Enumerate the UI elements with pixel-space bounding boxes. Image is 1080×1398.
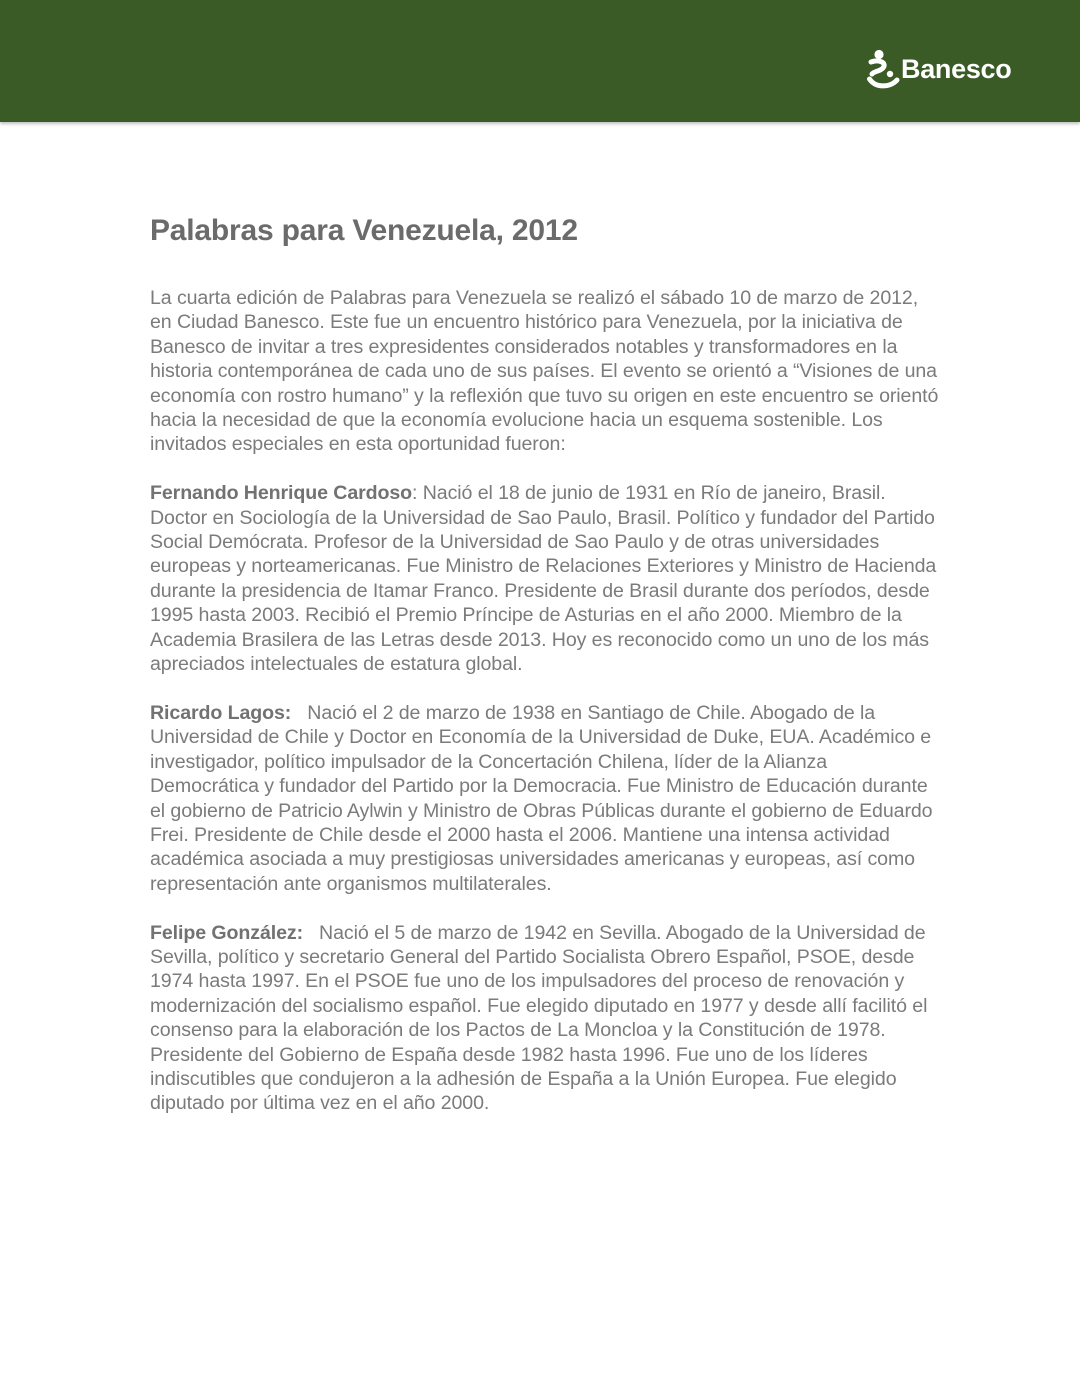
banesco-person-icon — [866, 49, 900, 89]
bio-text: Nació el 2 de marzo de 1938 en Santiago de Chile. Abogado de la Universidad de Chile y Doctor en Economía de la Universidad de Duke, EUA. Académico e investigador, político impulsador de la Concertación Chilena, líder de la Alianza Democrática y fundador del Partido por la Democracia. Fue Ministro de Educación durante el gobierno de Patricio Aylwin y Ministro de Obras Públicas durante el gobierno de Eduardo Frei. Presidente de Chile desde el 2000 hasta el 2006. Mantiene una intensa actividad académica asociada a muy prestigiosas universidades americanas y europeas, así como representación ante organismos multilaterales. — [150, 701, 933, 895]
bio-separator — [291, 702, 307, 724]
document-body — [150, 210, 940, 1116]
bio-name: Ricardo Lagos: — [150, 701, 292, 724]
bio-separator — [303, 922, 319, 944]
bio-separator: : — [412, 482, 423, 505]
banesco-logo — [866, 48, 1011, 90]
bio-lagos — [150, 701, 940, 896]
bio-text: Nació el 5 de marzo de 1942 en Sevilla. Abogado de la Universidad de Sevilla, político y secretario General del Partido Socialista Obrero Español, PSOE, desde 1974 hasta 1997. En el PSOE fue uno de los impulsadores del proceso de renovación y modernización del socialismo español. Fue elegido diputado en 1977 y desde allí facilitó el consenso para la elaboración de los Pactos de La Moncloa y la Constitución de 1978. Presidente del Gobierno de España desde 1982 hasta 1996. Fue uno de los líderes indiscutibles que condujeron a la adhesión de España a la Unión Europea. Fue elegido diputado por última vez en el año 2000. — [150, 921, 928, 1115]
bio-name: Fernando Henrique Cardoso — [150, 482, 413, 505]
brand-name: Banesco — [901, 54, 1012, 84]
bio-text: Nació el 18 de junio de 1931 en Río de janeiro, Brasil. Doctor en Sociología de la Universidad de Sao Paulo, Brasil. Político y fundador del Partido Social Demócrata. Profesor de la Universidad de Sao Paulo y de otras universidades europeas y norteamericanas. Fue Ministro de Relaciones Exteriores y Ministro de Hacienda durante la presidencia de Itamar Franco. Presidente de Brasil durante dos períodos, desde 1995 hasta 2003. Recibió el Premio Príncipe de Asturias en el año 2000. Miembro de la Academia Brasilera de las Letras desde 2013. Hoy es reconocido como un uno de los más apreciados intelectuales de estatura global. — [150, 482, 937, 676]
document-title: Palabras para Venezuela, 2012 — [150, 214, 578, 247]
bio-cardoso — [150, 481, 940, 676]
bio-gonzalez — [150, 921, 940, 1116]
intro-paragraph: La cuarta edición de Palabras para Venezuela se realizó el sábado 10 de marzo de 2012, en Ciudad Banesco. Este fue un encuentro histórico para Venezuela, por la iniciativa de Banesco de invitar a tres expresidentes considerados notables y transformadores en la historia contemporánea de cada uno de sus países. El evento se orientó a “Visiones de una economía con rostro humano” y la reflexión que tuvo su origen en este encuentro se orientó hacia la necesidad de que la economía evolucione hacia un esquema sostenible. Los invitados especiales en esta oportunidad fueron: — [150, 287, 939, 456]
header-band — [0, 0, 1080, 122]
bio-name: Felipe González: — [150, 921, 303, 944]
